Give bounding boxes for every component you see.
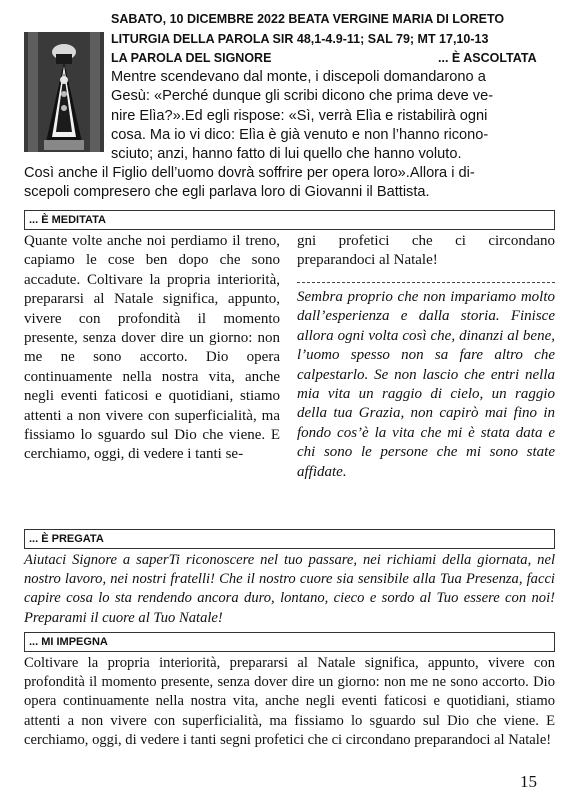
madonna-image — [24, 32, 104, 152]
meditation-right-top: gni profetici che ci circondano preparandoci al Natale! — [297, 233, 555, 269]
gospel-line: cosa. Ma io vi dico: Elìa è già venuto e non l’hanno ricono- — [111, 126, 489, 143]
madonna-statue-icon — [24, 32, 104, 152]
section-commitment — [24, 632, 555, 652]
meditation-right-italic: Sembra proprio che non impariamo molto dall’esperienza e dalla storia. Finisce allora ogni volta così che, dinanzi al bene, l’uomo spesso non sa fare altro che calpestarlo. Se non lascio che entri nella mia vita un raggio di cielo, un raggio della tua Grazia, non capirò mai fino in fondo cos’è la vita che mi è stata data e chi sono le persone che mi sono state affidate. — [297, 289, 555, 480]
gospel-line: nire Elìa?».Ed egli rispose: «Sì, verrà Elìa e ristabilirà ogni — [111, 107, 488, 124]
section-prayed — [24, 529, 555, 549]
section-label: ... MI IMPEGNA — [29, 636, 108, 648]
section-label: ... È MEDITATA — [29, 214, 106, 226]
page-number: 15 — [520, 772, 537, 791]
word-label: LA PAROLA DEL SIGNORE — [111, 51, 272, 65]
gospel-text-full — [24, 164, 555, 203]
date-line: SABATO, 10 DICEMBRE 2022 BEATA VERGINE MARIA DI LORETO — [111, 12, 505, 26]
listened-label: ... È ASCOLTATA — [438, 51, 537, 65]
dashed-divider — [297, 282, 555, 283]
gospel-line: Gesù: «Perché dunque gli scribi dicono che prima deve ve- — [111, 88, 494, 105]
meditation-left-column: Quante volte anche noi perdiamo il treno, capiamo le cose ben dopo che sono accadute. Coltivare la propria interiorità, prepararsi al Natale significa, appunto, vivere con profondità il momento presente, senza dover dire un giorno: non me ne sono accorto. Dio opera continuamente nella nostra vita, anche negli eventi faticosi e quotidiani, stiamo attenti a non vivere con superficialità, ma fissiamo lo sguardo sul Dio che viene. E cerchiamo, oggi, di vedere i tanti se- — [24, 233, 280, 463]
section-meditated — [24, 210, 555, 230]
gospel-line: scepoli compresero che egli parlava loro di Giovanni il Battista. — [24, 184, 430, 201]
gospel-text-right — [111, 68, 555, 164]
liturgy-line: LITURGIA DELLA PAROLA SIR 48,1-4.9-11; SAL 79; MT 17,10-13 — [111, 32, 489, 46]
gospel-line: Mentre scendevano dal monte, i discepoli domandarono a — [111, 69, 486, 85]
gospel-line: sciuto; anzi, hanno fatto di lui quello che hanno voluto. — [111, 146, 462, 163]
gospel-line: Così anche il Figlio dell’uomo dovrà soffrire per opera loro».Allora i di- — [24, 165, 475, 181]
section-label: ... È PREGATA — [29, 533, 104, 545]
prayer-text: Aiutaci Signore a saperTi riconoscere nel tuo passare, nei richiami della giornata, nel nostro lavoro, nei nostri fratelli! Che il nostro cuore sia sensibile alla Tua Presenza, facci capire cosa lo sta rendendo ancora duro, lontano, cieco e sordo al Tuo essere con noi! Preparami il cuore al Tuo Natale! — [24, 552, 555, 626]
commitment-text: Coltivare la propria interiorità, prepararsi al Natale significa, appunto, vivere con profondità il momento presente, senza dover dire un giorno: non me ne sono accorto. Dio opera continuamente nella nostra vita, anche negli eventi faticosi e quotidiani, stiamo attenti a non vivere con superficialità, ma fissiamo lo sguardo sul Dio che viene. E cerchiamo, oggi, di vedere i tanti segni profetici che ci circondano preparandoci al Natale! — [24, 655, 555, 748]
